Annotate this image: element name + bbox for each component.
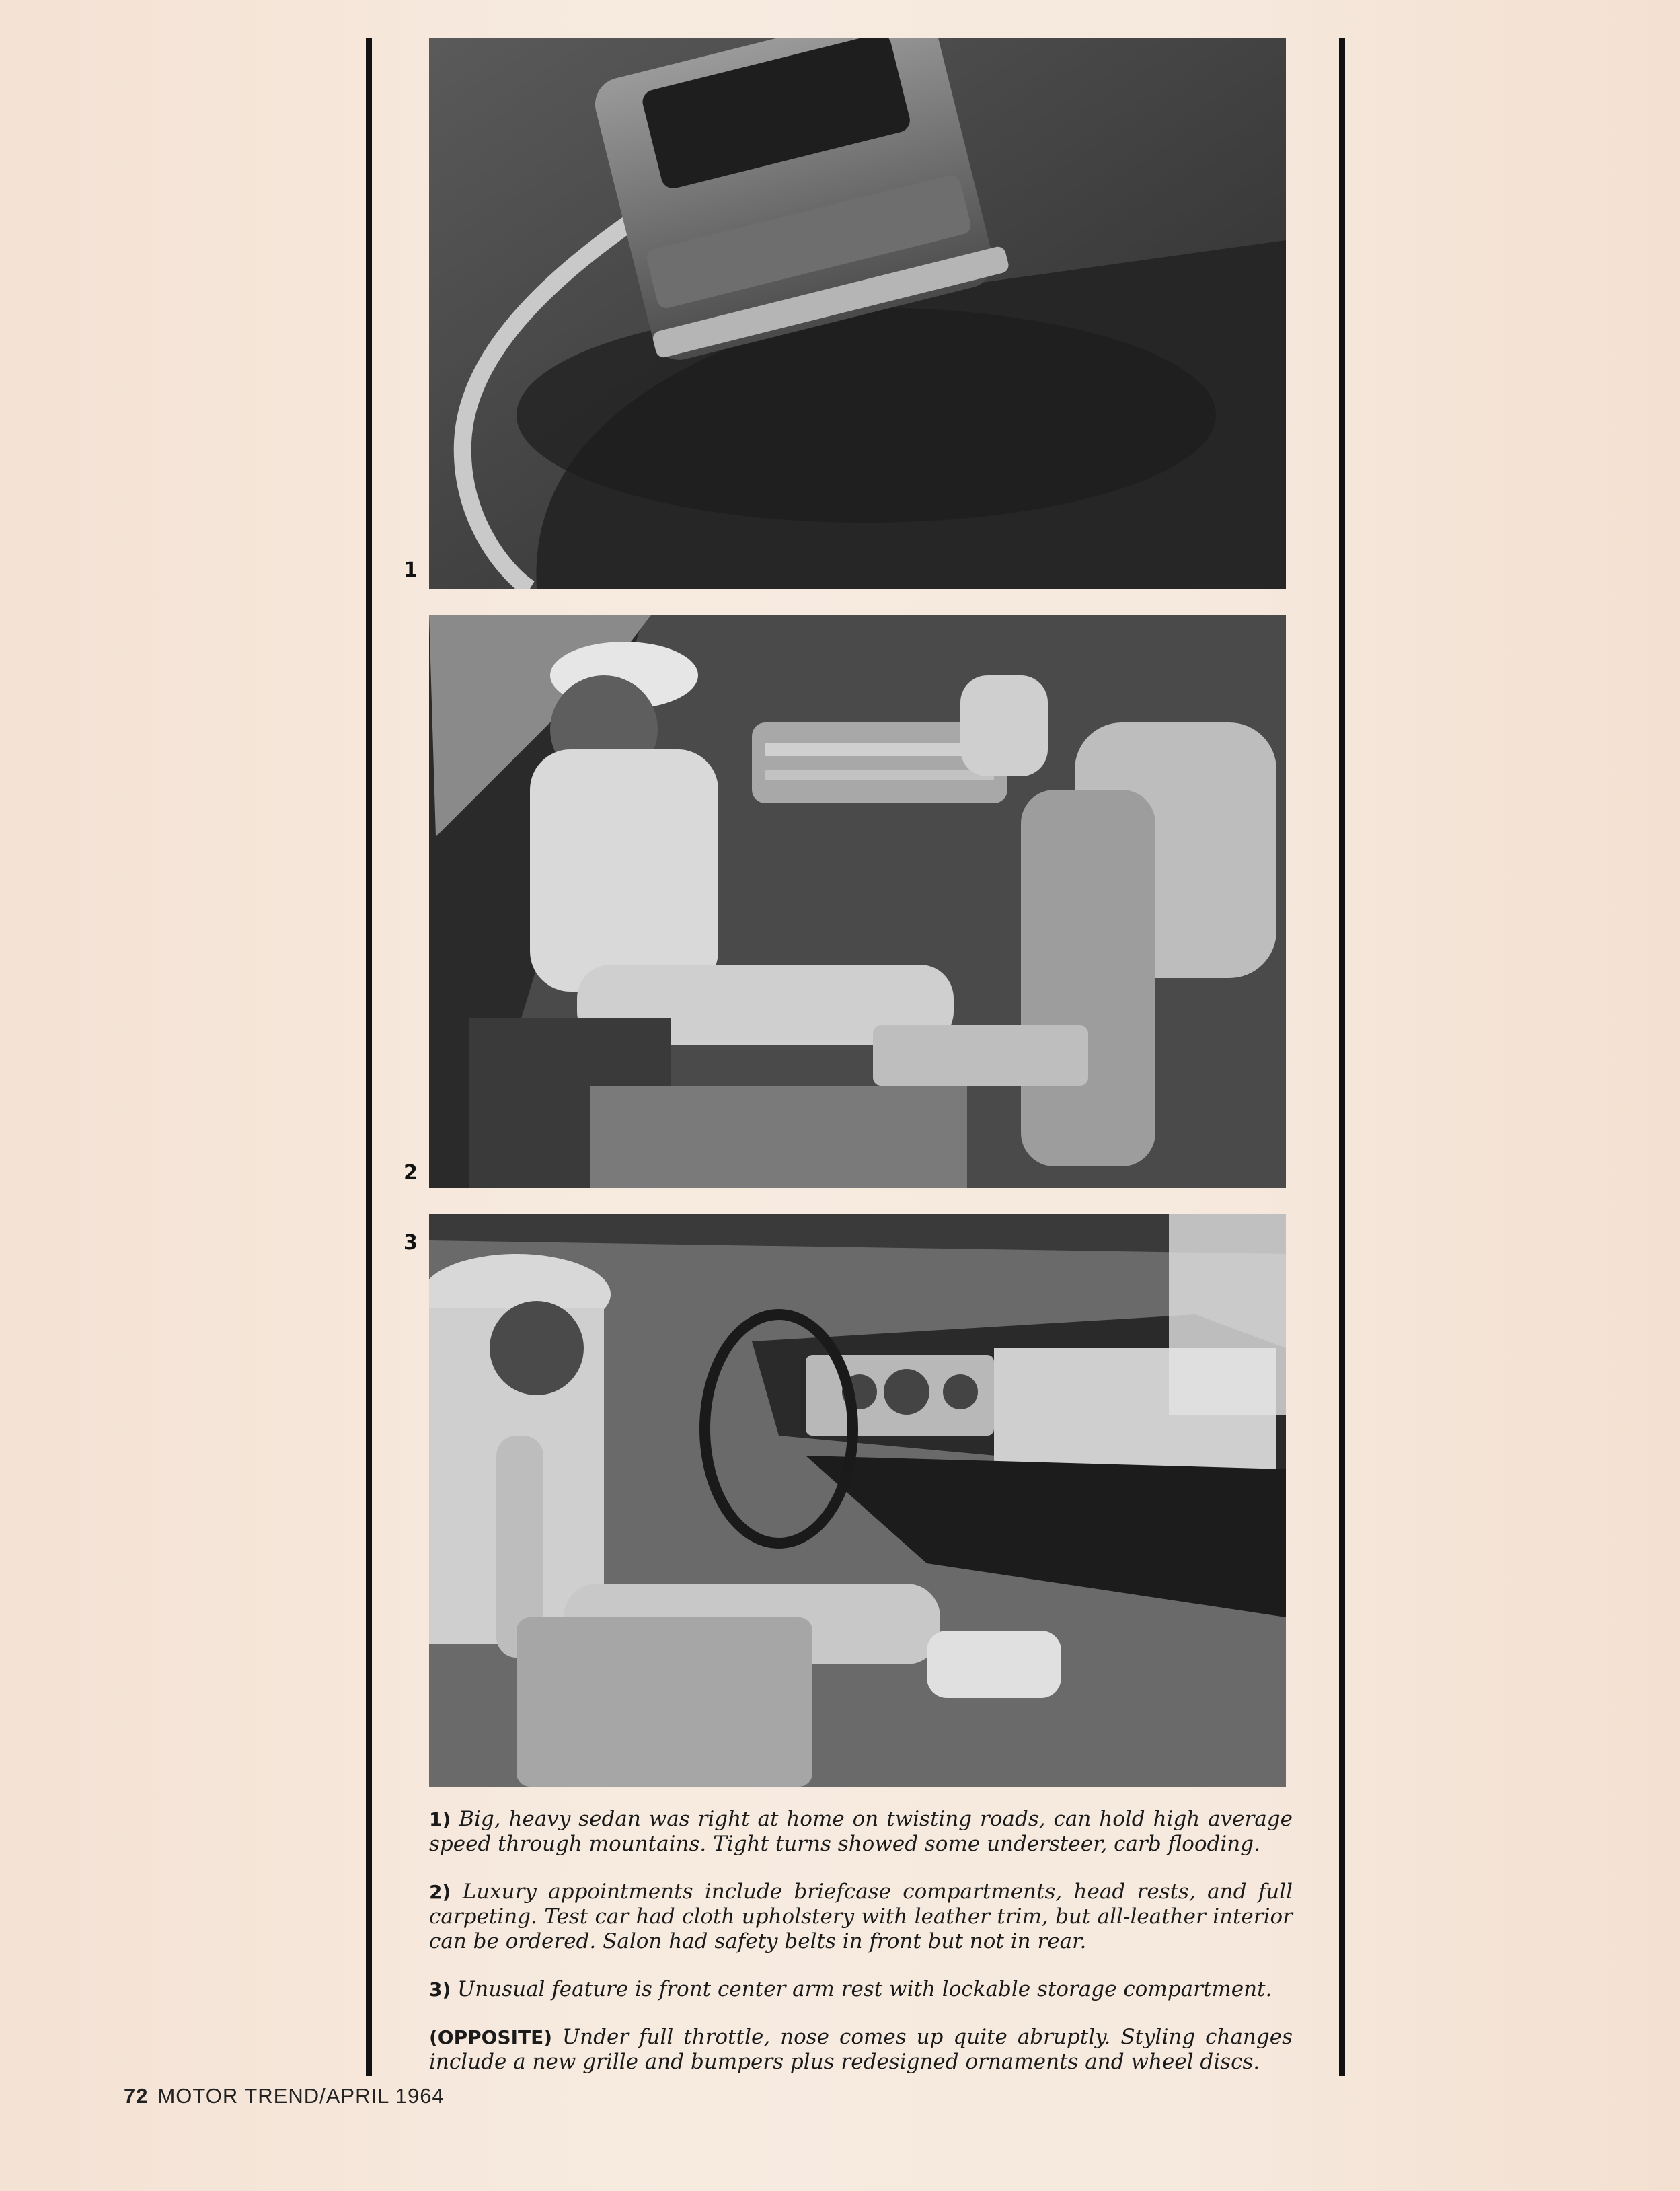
photo-captions [429,1807,1293,2097]
caption-lead: 1) [429,1808,451,1830]
photo-number-2: 2 [404,1161,418,1185]
caption-1 [429,1807,1293,1857]
column-rule-right [1339,38,1345,2076]
caption-text: Under full throttle, nose comes up quite abruptly. Styling changes include a new grille and bumpers plus redesigned ornaments and wheel discs. [429,2025,1293,2074]
photo-driver-dashboard [429,1214,1286,1787]
photo-number-1: 1 [404,558,418,582]
caption-text: Luxury appointments include briefcase compartments, head rests, and full carpeting. Test car had cloth upholstery with leather trim, but all-leather interior can be ordered. Salon had safety belts in front but not in rear. [429,1880,1293,1954]
caption-lead: 2) [429,1881,451,1903]
photo-car-on-curve [429,38,1286,589]
caption-lead: (OPPOSITE) [429,2026,553,2048]
photo-rear-seat-interior [429,615,1286,1188]
page-footer [124,2084,445,2108]
column-rule-left [366,38,372,2076]
photo-number-3: 3 [404,1231,418,1255]
caption-lead: 3) [429,1978,451,2001]
caption-text: Big, heavy sedan was right at home on twisting roads, can hold high average speed through mountains. Tight turns showed some understeer, carb flooding. [429,1807,1293,1856]
page-number: 72 [124,2084,149,2108]
caption-opposite [429,2025,1293,2075]
caption-3 [429,1977,1293,2002]
caption-2 [429,1880,1293,1954]
caption-text: Unusual feature is front center arm rest with lockable storage compartment. [457,1977,1272,2001]
publication-line: MOTOR TREND/APRIL 1964 [157,2084,445,2108]
